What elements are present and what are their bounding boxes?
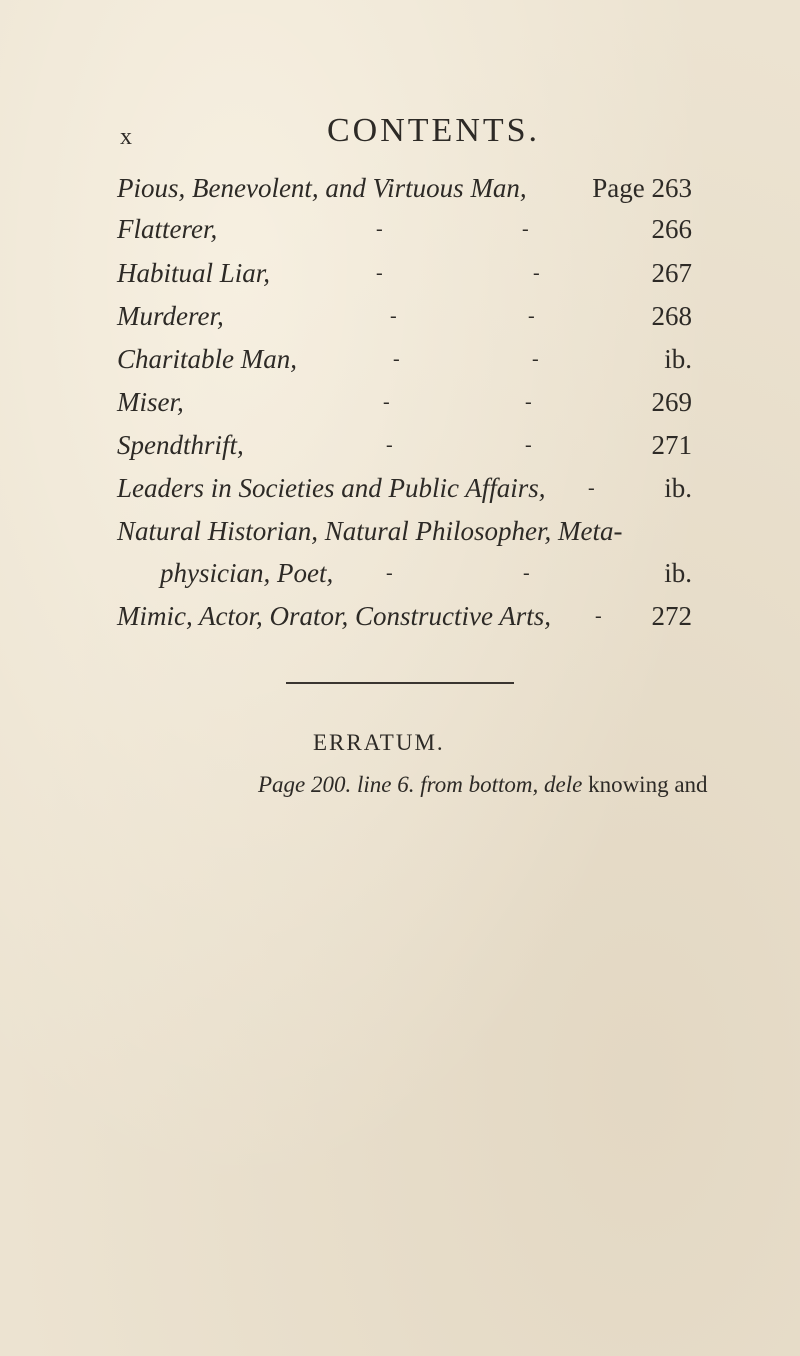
- toc-entry-title: Mimic, Actor, Orator, Constructive Arts,: [117, 601, 552, 631]
- page-folio: x: [120, 124, 133, 150]
- toc-entry-page: 272: [651, 601, 692, 631]
- leader-dash: -: [525, 434, 532, 456]
- toc-entry: [0, 430, 800, 474]
- toc-entry-page: ib.: [664, 558, 692, 588]
- page-header: [0, 112, 800, 162]
- toc-entry-page: Page 263: [592, 173, 692, 203]
- toc-entry-page: 269: [651, 387, 692, 417]
- leader-dash: -: [522, 218, 529, 240]
- erratum-page-ref: Page 200.: [258, 772, 352, 797]
- toc-entry-title: Miser,: [117, 387, 184, 417]
- leader-dash: -: [595, 605, 602, 627]
- toc-entry: [0, 301, 800, 345]
- erratum-deleted-text: knowing and: [588, 772, 708, 797]
- toc-entry: [0, 173, 800, 217]
- toc-entry: [0, 344, 800, 388]
- toc-entry-title: Charitable Man,: [117, 344, 297, 374]
- leader-dash: -: [532, 348, 539, 370]
- leader-dash: -: [390, 305, 397, 327]
- leader-dash: -: [376, 262, 383, 284]
- toc-entry-title: Pious, Benevolent, and Virtuous Man,: [117, 173, 527, 203]
- toc-entry-continued: [0, 558, 800, 602]
- leader-dash: -: [386, 434, 393, 456]
- toc-entry-page: 271: [651, 430, 692, 460]
- toc-entry-title: physician, Poet,: [160, 558, 334, 588]
- toc-entry: [0, 516, 800, 560]
- leader-dash: -: [383, 391, 390, 413]
- running-title: CONTENTS.: [327, 112, 541, 149]
- leader-dash: -: [393, 348, 400, 370]
- toc-entry-page: ib.: [664, 473, 692, 503]
- toc-entry-title: Natural Historian, Natural Philosopher, Meta-: [117, 516, 623, 546]
- erratum-line-ref: line 6. from bottom, dele: [357, 772, 583, 797]
- toc-entry-title: Habitual Liar,: [117, 258, 271, 288]
- toc-entry-page: 267: [651, 258, 692, 288]
- toc-entry-title: Flatterer,: [117, 214, 218, 244]
- toc-entry: [0, 214, 800, 258]
- toc-entry-title: Murderer,: [117, 301, 224, 331]
- toc-entry-page: ib.: [664, 344, 692, 374]
- erratum-heading: ERRATUM.: [313, 730, 445, 755]
- erratum-line: [258, 772, 708, 798]
- leader-dash: -: [588, 477, 595, 499]
- toc-entry: [0, 601, 800, 645]
- toc-entry: [0, 387, 800, 431]
- leader-dash: -: [525, 391, 532, 413]
- toc-entry-title: Leaders in Societies and Public Affairs,: [117, 473, 546, 503]
- toc-entry-page: 266: [651, 214, 692, 244]
- leader-dash: -: [376, 218, 383, 240]
- toc-entry-page: 268: [651, 301, 692, 331]
- leader-dash: -: [386, 562, 393, 584]
- leader-dash: -: [523, 562, 530, 584]
- leader-dash: -: [533, 262, 540, 284]
- toc-entry: [0, 258, 800, 302]
- toc-entry-title: Spendthrift,: [117, 430, 244, 460]
- section-divider: [286, 682, 514, 684]
- toc-entry: [0, 473, 800, 517]
- leader-dash: -: [528, 305, 535, 327]
